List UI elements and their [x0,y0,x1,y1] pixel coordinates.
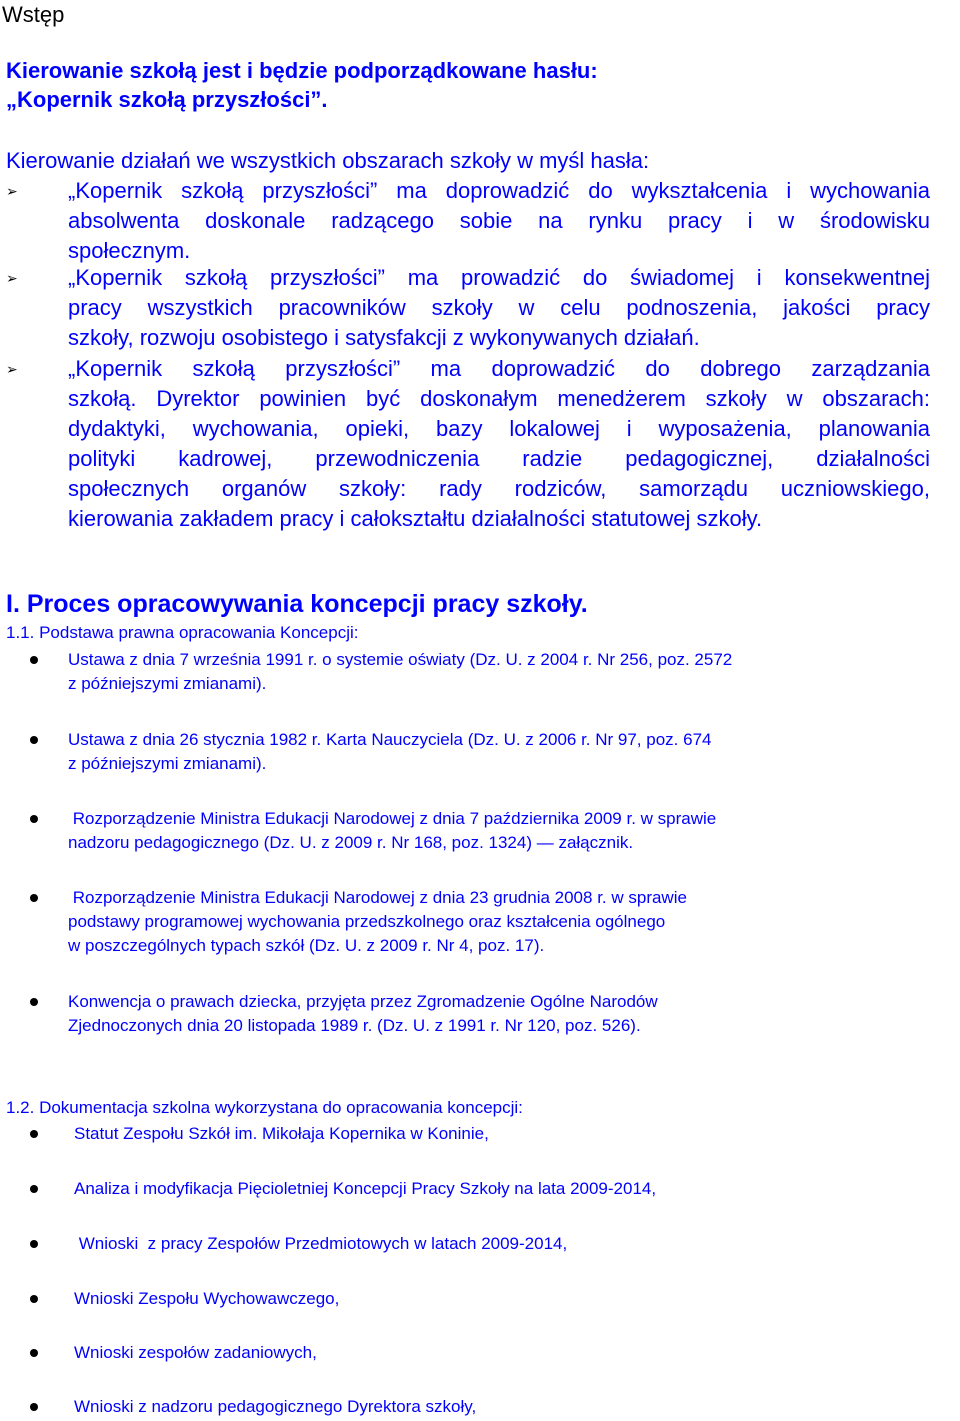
bullet-dot-icon [30,736,38,744]
intro-item-line: kierowania zakładem pracy i całokształtu działalności statutowej szkoły. [68,506,763,531]
subsection-heading-1-1: 1.1. Podstawa prawna opracowania Koncepcji: [6,623,359,642]
legal-basis-line: z późniejszymi zmianami). [68,674,267,693]
document-item [74,1177,924,1201]
intro-item [68,176,930,266]
intro-item-line: społecznym. [68,238,191,263]
legal-basis-line: z późniejszymi zmianami). [68,754,267,773]
arrow-bullet-icon: ➢ [6,361,18,377]
intro-item-line: polityki kadrowej, przewodniczenia radzie pedagogicznej, działalności [68,446,930,471]
intro-item-line: szkoły, rozwoju osobistego i satysfakcji z wykonywanych działań. [68,325,700,350]
legal-basis-item [68,886,918,958]
bullet-dot-icon [30,1349,38,1357]
legal-basis-line: Rozporządzenie Ministra Edukacji Narodowej z dnia 7 października 2009 r. w sprawie [68,809,717,828]
bullet-dot-icon [30,1130,38,1138]
bullet-dot-icon [30,1403,38,1411]
document-item-text: Statut Zespołu Szkół im. Mikołaja Kopernika w Koninie, [74,1124,489,1143]
document-item [74,1122,924,1146]
arrow-bullet-icon: ➢ [6,270,18,286]
document-item [74,1341,924,1365]
document-item-text: Wnioski zespołów zadaniowych, [74,1343,317,1362]
legal-basis-item [68,728,918,776]
bullet-dot-icon [30,815,38,823]
intro-item-line: szkołą. Dyrektor powinien być doskonałym menedżerem szkoły w obszarach: [68,386,930,411]
intro-item-line: dydaktyki, wychowania, opieki, bazy lokalowej i wyposażenia, planowania [68,416,930,441]
intro-lead: Kierowanie działań we wszystkich obszarach szkoły w myśl hasła: [6,148,650,173]
bullet-dot-icon [30,1295,38,1303]
intro-item-line: „Kopernik szkołą przyszłości” ma doprowadzić do wykształcenia i wychowania [68,178,930,203]
intro-item-line: absolwenta doskonale radzącego sobie na rynku pracy i w środowisku [68,208,930,233]
intro-item-line: społecznych organów szkoły: rady rodziców, samorządu uczniowskiego, [68,476,930,501]
legal-basis-line: Rozporządzenie Ministra Edukacji Narodowej z dnia 23 grudnia 2008 r. w sprawie [68,888,687,907]
intro-item-line: pracy wszystkich pracowników szkoły w celu podnoszenia, jakości pracy [68,295,930,320]
legal-basis-item [68,990,918,1038]
legal-basis-line: Ustawa z dnia 26 stycznia 1982 r. Karta Nauczyciela (Dz. U. z 2006 r. Nr 97, poz. 674 [68,730,712,749]
legal-basis-line: Ustawa z dnia 7 września 1991 r. o systemie oświaty (Dz. U. z 2004 r. Nr 256, poz. 2572 [68,650,733,669]
document-item-text: Wnioski z pracy Zespołów Przedmiotowych w latach 2009-2014, [74,1234,568,1253]
bullet-dot-icon [30,998,38,1006]
arrow-bullet-icon: ➢ [6,183,18,199]
subsection-heading-1-2: 1.2. Dokumentacja szkolna wykorzystana do opracowania koncepcji: [6,1098,523,1117]
document-item [74,1232,924,1256]
intro-item [68,263,930,353]
page-title: Wstęp [2,2,65,27]
legal-basis-line: Zjednoczonych dnia 20 listopada 1989 r. (Dz. U. z 1991 r. Nr 120, poz. 526). [68,1016,641,1035]
intro-item-line: „Kopernik szkołą przyszłości” ma doprowadzić do dobrego zarządzania [68,356,930,381]
bullet-dot-icon [30,1240,38,1248]
legal-basis-line: w poszczególnych typach szkół (Dz. U. z 2009 r. Nr 4, poz. 17). [68,936,545,955]
motto-line-1: Kierowanie szkołą jest i będzie podporządkowane hasłu: [6,58,598,83]
document-item [74,1395,924,1419]
legal-basis-line: podstawy programowej wychowania przedszkolnego oraz kształcenia ogólnego [68,912,666,931]
bullet-dot-icon [30,1185,38,1193]
section-heading: I. Proces opracowywania koncepcji pracy szkoły. [6,590,588,618]
intro-item-line: „Kopernik szkołą przyszłości” ma prowadzić do świadomej i konsekwentnej [68,265,930,290]
legal-basis-line: Konwencja o prawach dziecka, przyjęta przez Zgromadzenie Ogólne Narodów [68,992,658,1011]
intro-item [68,354,930,534]
legal-basis-item [68,807,918,855]
motto-line-2: „Kopernik szkołą przyszłości”. [6,87,328,112]
legal-basis-line: nadzoru pedagogicznego (Dz. U. z 2009 r. Nr 168, poz. 1324) — załącznik. [68,833,634,852]
bullet-dot-icon [30,894,38,902]
document-item-text: Wnioski z nadzoru pedagogicznego Dyrektora szkoły, [74,1397,477,1416]
legal-basis-item [68,648,918,696]
document-item [74,1287,924,1311]
document-item-text: Wnioski Zespołu Wychowawczego, [74,1289,340,1308]
bullet-dot-icon [30,656,38,664]
document-item-text: Analiza i modyfikacja Pięcioletniej Koncepcji Pracy Szkoły na lata 2009-2014, [74,1179,657,1198]
